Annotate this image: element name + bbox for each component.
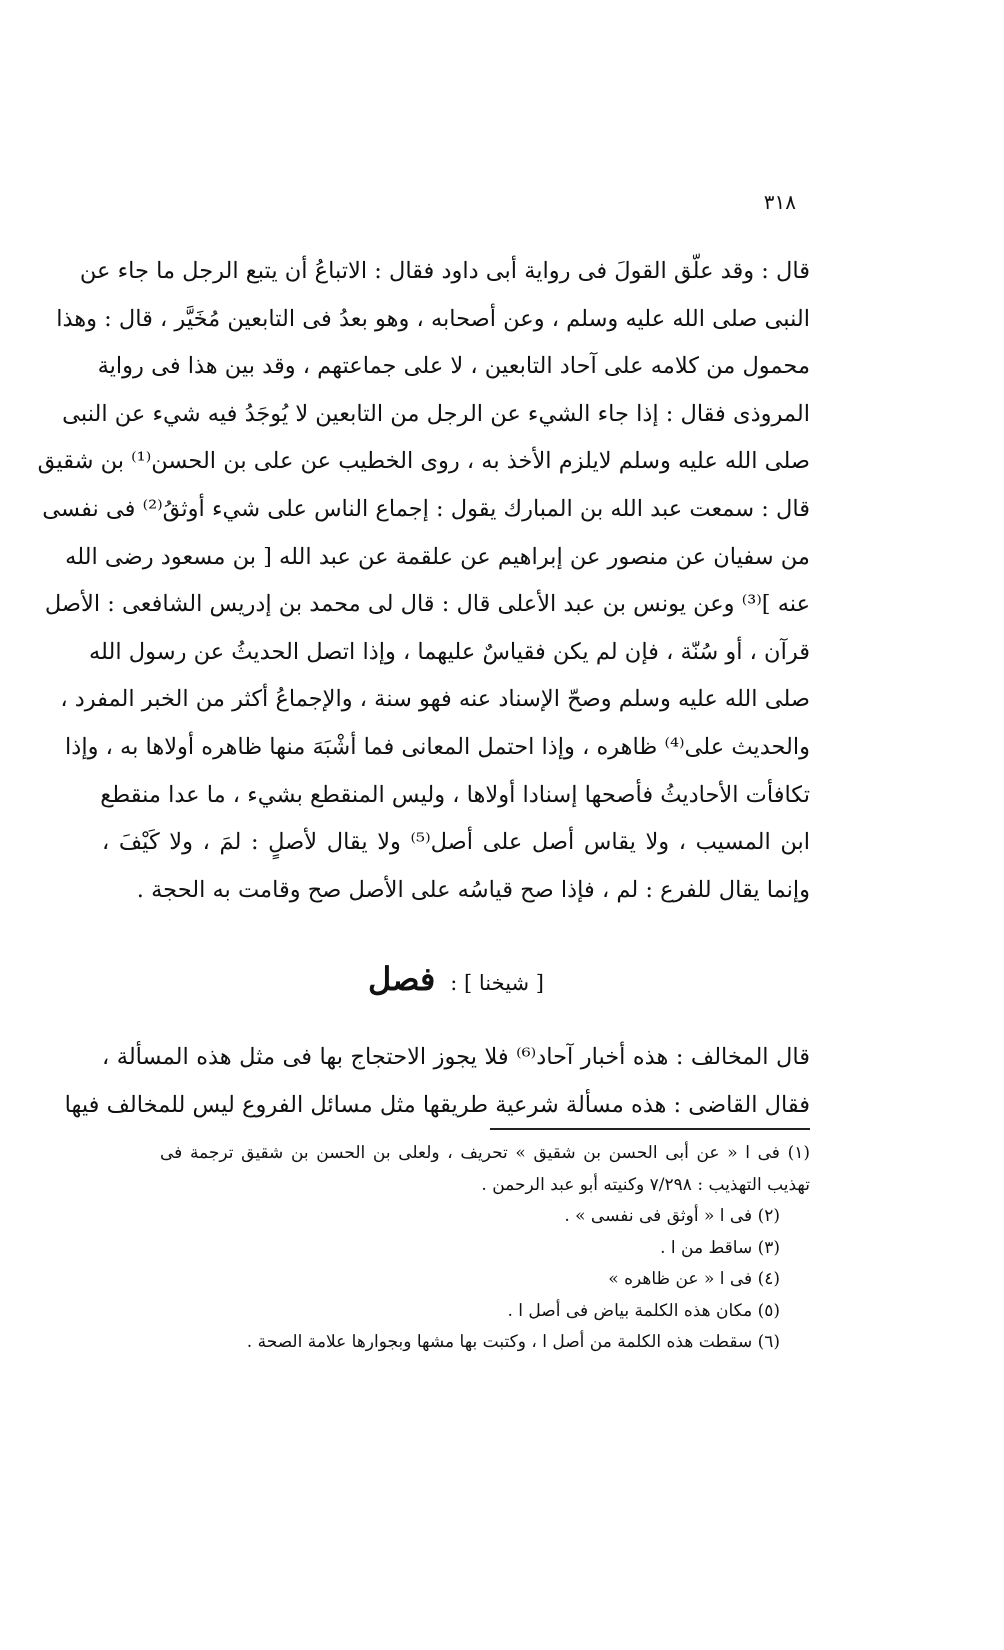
footnote-divider xyxy=(490,1128,810,1130)
main-line-13: ابن المسيب ، ولا يقاس أصل على أصل⁽⁵⁾ ولا يقال لأصلٍ : لمَ ، ولا كَيْفَ ، xyxy=(102,829,810,856)
footnote-1: (١) فى ا « عن أبى الحسن بن شقيق » تحريف ، ولعلى بن الحسن بن شقيق ترجمة فى xyxy=(160,1143,810,1163)
main-line-2: النبى صلى الله عليه وسلم ، وعن أصحابه ، وهو بعدُ فى التابعين مُخَيَّر ، قال : وهذا xyxy=(56,305,810,332)
section-line-1: قال المخالف : هذه أخبار آحاد⁽⁶⁾ فلا يجوز الاحتجاج بها فى مثل هذه المسألة ، xyxy=(102,1044,810,1070)
main-line-11: والحديث على⁽⁴⁾ ظاهره ، وإذا احتمل المعانى فما أشْبَهَ منها ظاهره أولاها به ، وإذا xyxy=(65,733,810,760)
main-line-5: صلى الله عليه وسلم لايلزم الأخذ به ، روى الخطيب عن على بن الحسن⁽¹⁾ بن شقيق xyxy=(37,448,810,475)
main-line-10: صلى الله عليه وسلم وصحّ الإسناد عنه فهو سنة ، والإجماعُ أكثر من الخبر المفرد ، xyxy=(60,686,810,713)
main-line-14: وإنما يقال للفرع : لم ، فإذا صح قياسُه على الأصل صح وقامت به الحجة . xyxy=(136,876,810,903)
section-line-2: فقال القاضى : هذه مسألة شرعية طريقها مثل مسائل الفروع ليس للمخالف فيها xyxy=(64,1092,810,1118)
section-heading xyxy=(102,960,810,998)
main-line-12: تكافأت الأحاديثُ فأصحها إسنادا أولاها ، وليس المنقطع بشيء ، ما عدا منقطع xyxy=(100,781,810,808)
main-line-9: قرآن ، أو سُنّة ، فإن لم يكن فقياسٌ عليهما ، وإذا اتصل الحديثُ عن رسول الله xyxy=(88,638,810,665)
main-text xyxy=(37,248,810,914)
footnote-2: (٢) فى ا « أوثق فى نفسى » . xyxy=(564,1206,780,1226)
main-line-1: قال : وقد علّق القولَ فى رواية أبى داود فقال : الاتباعُ أن يتبع الرجل ما جاء عن xyxy=(79,258,810,284)
footnote-5: (٥) مكان هذه الكلمة بياض فى أصل ا . xyxy=(507,1300,780,1321)
section-title: فصل xyxy=(368,960,436,998)
main-line-8: عنه ]⁽³⁾ وعن يونس بن عبد الأعلى قال : قال لى محمد بن إدريس الشافعى : الأصل xyxy=(44,591,810,618)
main-line-6: قال : سمعت عبد الله بن المبارك يقول : إجماع الناس على شيء أوثقُ⁽²⁾ فى نفسى xyxy=(42,495,810,522)
main-line-7: من سفيان عن منصور عن إبراهيم عن علقمة عن عبد الله [ بن مسعود رضى الله xyxy=(65,543,810,570)
footnote-4: (٤) فى ا « عن ظاهره » xyxy=(608,1269,780,1289)
footnote-6: (٦) سقطت هذه الكلمة من أصل ا ، وكتبت بها مشها وبجوارها علامة الصحة . xyxy=(246,1332,780,1352)
footnote-1-continued: تهذيب التهذيب : ٧/٢٩٨ وكنيته أبو عبد الرحمن . xyxy=(481,1174,810,1195)
footnotes xyxy=(160,1138,810,1359)
main-line-3: محمول من كلامه على آحاد التابعين ، لا على جماعتهم ، وقد بين هذا فى رواية xyxy=(97,353,810,380)
section-bracket-label: [ شيخنا ] : xyxy=(450,971,544,995)
main-line-4: المروذى فقال : إذا جاء الشيء عن الرجل من التابعين لا يُوجَدُ فيه شيء عن النبى xyxy=(62,400,810,427)
page-number: ٣١٨ xyxy=(763,190,796,214)
section-text xyxy=(64,1033,810,1129)
footnote-3: (٣) ساقط من ا . xyxy=(660,1237,780,1258)
